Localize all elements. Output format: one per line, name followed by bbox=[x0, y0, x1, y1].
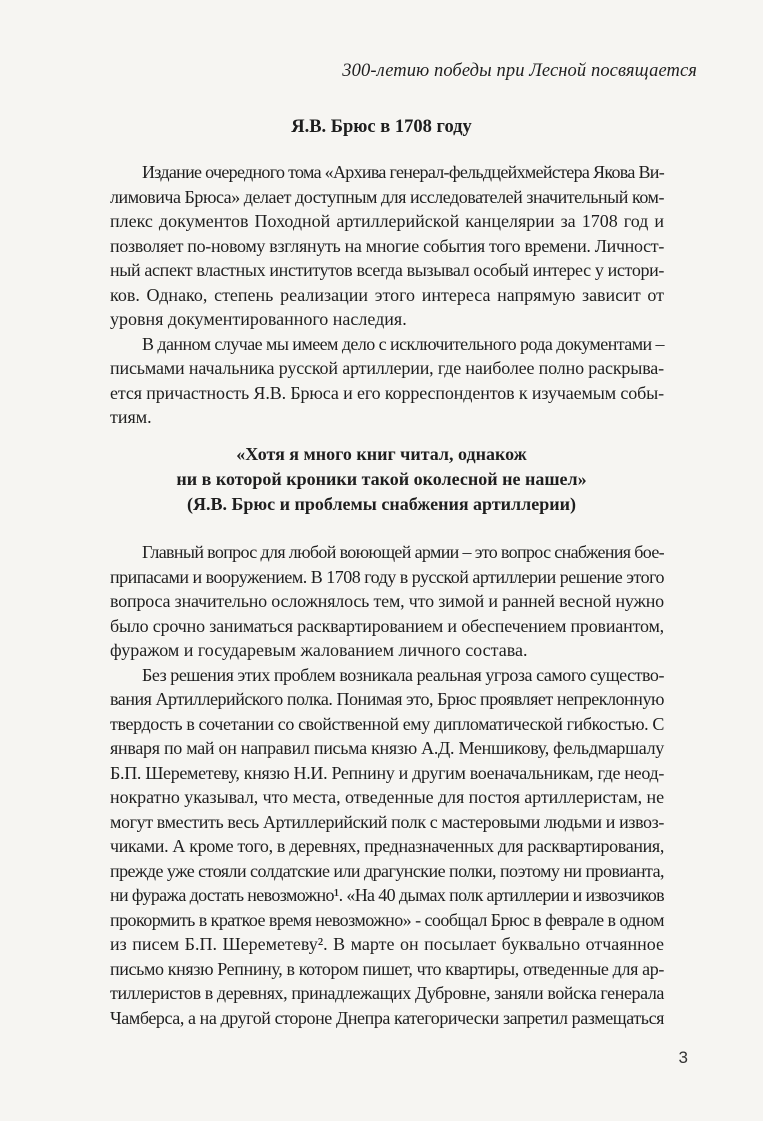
text-line: ков. Однако, степень реализации этого интереса напрямую зависит от bbox=[110, 284, 664, 305]
text-line: плекс документов Походной артиллерийской канцелярии за 1708 год и bbox=[110, 211, 664, 231]
text-line: тиям. bbox=[110, 407, 152, 427]
text-line: позволяет по-новому взглянуть на многие события того времени. Личност- bbox=[110, 235, 664, 256]
text-line: из писем Б.П. Шереметеву². В марте он посылает буквально отчаянное bbox=[110, 934, 664, 954]
text-line: твердость в сочетании со свойственной ему дипломатической гибкостью. С bbox=[110, 713, 664, 734]
text-line: фуражом и государевым жалованием личного состава. bbox=[110, 640, 528, 660]
text-line: ни фуража достать невозможно¹. «На 40 дымах полк артиллерии и извозчиков bbox=[110, 885, 664, 905]
text-line: нократно указывал, что места, отведенные для постоя артиллеристам, не bbox=[110, 787, 664, 807]
text-line: письмо князю Репнину, в котором пишет, что квартиры, отведенные для ар- bbox=[110, 958, 664, 979]
text-line: припасами и вооружением. В 1708 году в русской артиллерии решение этого bbox=[110, 566, 664, 587]
text-line: могут вместить весь Артиллерийский полк с мастеровыми людьми и извоз- bbox=[110, 811, 664, 832]
text-line: января по май он направил письма князю А.Д. Меншикову, фельдмаршалу bbox=[110, 738, 664, 758]
text-line: Главный вопрос для любой воюющей армии – это вопрос снабжения бое- bbox=[142, 542, 664, 562]
section-heading-line: (Я.В. Брюс и проблемы снабжения артиллерии) bbox=[187, 494, 576, 514]
text-line: прежде уже стояли солдатские или драгунские полки, поэтому ни провианта, bbox=[110, 860, 664, 881]
text-line: вопроса значительно осложнялось тем, что зимой и ранней весной нужно bbox=[110, 591, 664, 611]
text-line: прокормить в краткое время невозможно» - сообщал Брюс в феврале в одном bbox=[110, 909, 664, 930]
section-heading-line: ни в которой кроники такой околесной не нашел» bbox=[176, 469, 587, 489]
text-line: Б.П. Шереметеву, князю Н.И. Репнину и другим военачальникам, где неод- bbox=[110, 762, 664, 783]
page-number: 3 bbox=[678, 1048, 688, 1067]
section-heading-line: «Хотя я много книг читал, однакож bbox=[236, 444, 527, 464]
text-line: В данном случае мы имеем дело с исключительного рода документами – bbox=[142, 333, 664, 354]
text-line: Чамберса, а на другой стороне Днепра категорически запретил размещаться bbox=[110, 1007, 664, 1028]
text-line: Издание очередного тома «Архива генерал-фельдцейхмейстера Якова Ви- bbox=[142, 162, 664, 182]
article-title: Я.В. Брюс в 1708 году bbox=[291, 117, 472, 137]
dedication-header: 300-летию победы при Лесной посвящается bbox=[342, 61, 697, 81]
intro-paragraph-1 bbox=[110, 160, 664, 332]
text-line: вания Артиллерийского полка. Понимая это, Брюс проявляет непреклонную bbox=[110, 689, 664, 709]
text-line: ный аспект властных институтов всегда вызывал особый интерес у истори- bbox=[110, 260, 664, 280]
text-line: уровня документированного наследия. bbox=[110, 309, 407, 329]
section-heading bbox=[0, 442, 763, 517]
text-line: письмами начальника русской артиллерии, где наиболее полно раскрыва- bbox=[110, 358, 664, 378]
text-line: чиками. А кроме того, в деревнях, предназначенных для расквартирования, bbox=[110, 836, 664, 856]
text-line: лимовича Брюса» делает доступным для исследователей значительный ком- bbox=[110, 186, 664, 207]
intro-paragraph-2 bbox=[110, 332, 664, 430]
text-line: было срочно заниматься расквартированием и обеспечением провиантом, bbox=[110, 615, 664, 636]
body-paragraph-1 bbox=[110, 540, 664, 663]
text-line: Без решения этих проблем возникала реальная угроза самого существо- bbox=[142, 664, 664, 685]
text-line: ется причастность Я.В. Брюса и его корреспондентов к изучаемым собы- bbox=[110, 382, 664, 403]
body-paragraph-2 bbox=[110, 663, 664, 1031]
text-line: тиллеристов в деревнях, принадлежащих Дубровне, заняли войска генерала bbox=[110, 983, 664, 1003]
